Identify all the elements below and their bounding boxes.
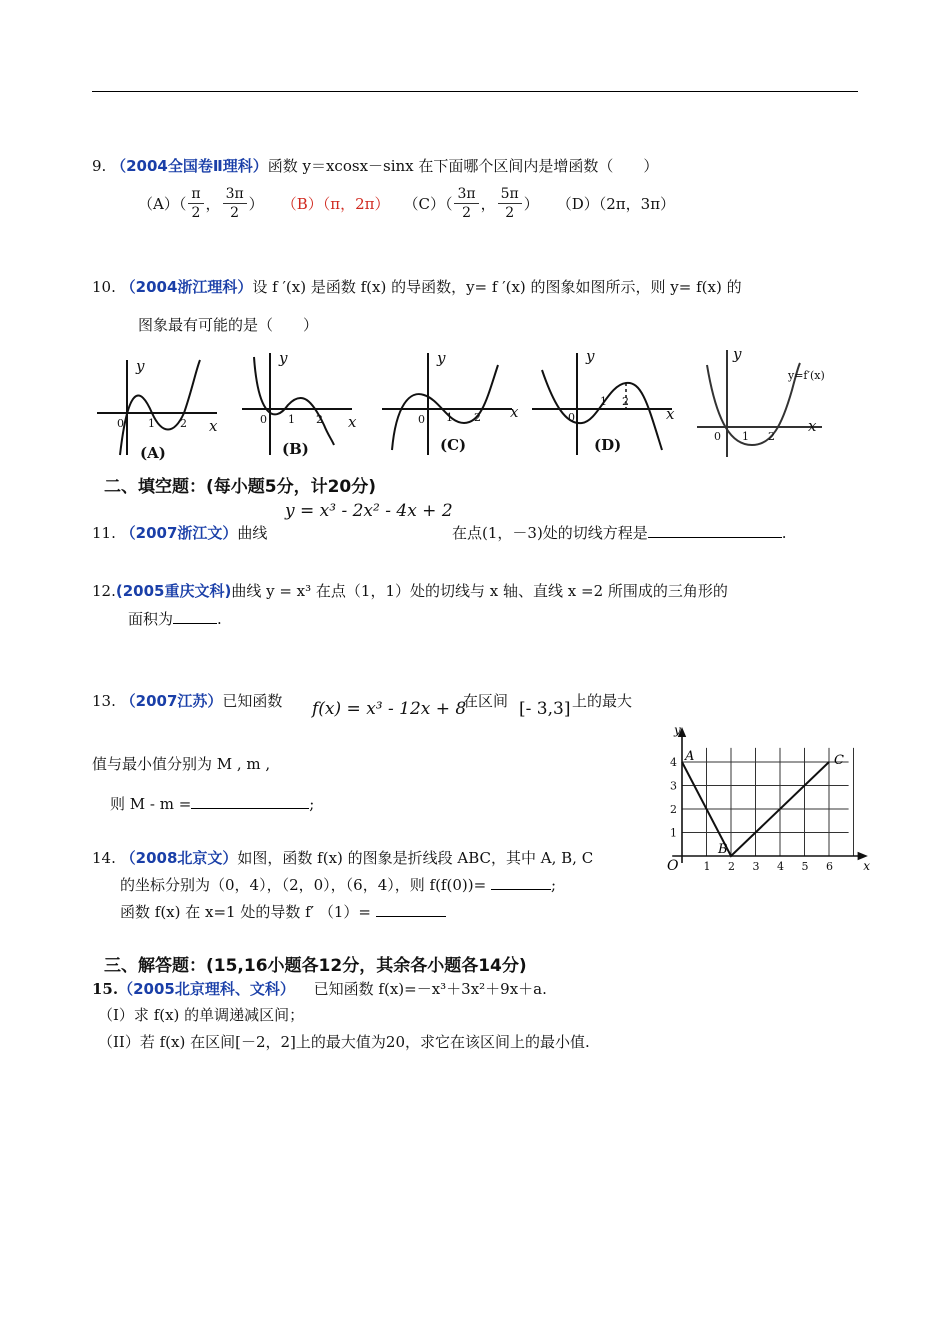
- q9-option-a-label: （A）（: [138, 195, 187, 213]
- q14-source: （2008北京文）: [120, 849, 238, 867]
- q15-source: （2005北京理科、文科）: [118, 980, 295, 998]
- tick-label: 2: [768, 430, 775, 443]
- answer-blank[interactable]: [491, 875, 551, 890]
- question-10: [92, 276, 742, 297]
- q10-graphs: [92, 345, 842, 465]
- question-9: [92, 155, 658, 176]
- q15-part2: （II）若 f(x) 在区间[－2，2]上的最大值为20，求它在该区间上的最小值.: [98, 1033, 590, 1051]
- y-axis-label: y: [674, 722, 681, 737]
- q12-text: 曲线 y = x³ 在点（1，1）处的切线与 x 轴、直线 x =2 所围成的三角形的: [231, 582, 728, 600]
- origin-label: 0: [418, 413, 425, 426]
- q9-option-d: （D）（2π，3π）: [556, 195, 676, 213]
- point-a-label: A: [685, 749, 695, 764]
- q13-line3: 则 M - m = ;: [110, 795, 315, 813]
- graph-label-c: (C): [440, 436, 467, 454]
- x-tick-label: 3: [752, 860, 760, 873]
- section-2-heading: 二、填空题：(每小题5分，计20分): [104, 477, 377, 497]
- axis-y-label: y: [586, 347, 595, 365]
- q11-number: 11.: [92, 524, 116, 542]
- q13-line2: 值与最小值分别为 M , m ,: [92, 755, 271, 773]
- x-tick-label: 6: [826, 860, 833, 873]
- axis-y-label: y: [279, 349, 288, 367]
- point-c-label: C: [834, 753, 844, 768]
- answer-blank[interactable]: [191, 794, 309, 809]
- axis-y-label: y: [733, 345, 742, 363]
- q12-line2: 面积为 .: [128, 610, 222, 628]
- fraction: $\frac{\pi}{2}$: [188, 185, 203, 222]
- tick-label: 2: [316, 413, 323, 426]
- section-3-heading: 三、解答题：(15,16小题各12分，其余各小题各14分): [104, 956, 527, 976]
- tick-label: 1: [288, 413, 295, 426]
- given-graph-label: y=f′(x): [788, 369, 825, 382]
- answer-blank[interactable]: [376, 902, 446, 917]
- tick-label: 2: [474, 411, 481, 424]
- axis-x-label: x: [808, 417, 817, 435]
- answer-blank[interactable]: [648, 523, 782, 538]
- question-11: [92, 522, 267, 543]
- fraction: $\frac{5\pi}{2}$: [498, 185, 522, 222]
- q10-source: （2004浙江理科）: [120, 278, 253, 296]
- y-tick-label: 1: [670, 826, 677, 840]
- x-tick-label: 2: [728, 860, 735, 873]
- question-14: [92, 847, 593, 868]
- q14-line2: 的坐标分别为（0，4），（2，0），（6，4），则 f(f(0))= ;: [120, 876, 556, 894]
- q13-formula: f(x) = x³ - 12x + 8: [312, 699, 467, 719]
- origin-label: 0: [568, 411, 575, 424]
- axis-x-label: x: [510, 403, 519, 421]
- y-tick-label: 4: [670, 756, 677, 769]
- x-tick-label: 5: [801, 860, 809, 873]
- tick-label: 1: [742, 430, 749, 443]
- q9-options: [138, 185, 675, 222]
- q13-post: 上的最大: [572, 692, 633, 710]
- axis-x-label: x: [348, 413, 357, 431]
- x-axis-label: x: [863, 859, 871, 873]
- q15-stem: 已知函数 f(x)=－x³＋3x²＋9x＋a.: [313, 980, 547, 998]
- q10-stem: 设 f ′(x) 是函数 f(x) 的导函数，y= f ′(x) 的图象如图所示，则 y= f(x) 的: [252, 278, 742, 296]
- q10-stem-line2: 图象最有可能的是（ ）: [138, 316, 319, 334]
- origin-label: 0: [117, 417, 124, 430]
- q15-part1: （I）求 f(x) 的单调递减区间；: [98, 1006, 305, 1024]
- axis-x-label: x: [209, 417, 218, 435]
- tick-label: 1: [600, 395, 607, 408]
- q9-stem: 函数 y＝xcosx－sinx 在下面哪个区间内是增函数（ ）: [267, 157, 659, 175]
- q13-number: 13.: [92, 692, 116, 710]
- x-tick-label: 1: [703, 860, 711, 873]
- y-tick-label: 2: [670, 803, 677, 816]
- q13-interval: [- 3,3]: [519, 699, 571, 719]
- question-13: [92, 690, 282, 711]
- question-12: [92, 580, 728, 601]
- tick-label: 1: [446, 411, 453, 424]
- answer-blank[interactable]: [173, 609, 217, 624]
- graph-label-b: (B): [282, 440, 309, 458]
- origin-label: O: [667, 858, 679, 874]
- header-rule: [92, 91, 858, 92]
- q14-line3: 函数 f(x) 在 x=1 处的导数 f′ （1）=: [120, 901, 446, 922]
- origin-label: 0: [260, 413, 267, 426]
- q14-line1: 如图，函数 f(x) 的图象是折线段 ABC，其中 A, B, C: [237, 849, 594, 867]
- q14-number: 14.: [92, 849, 116, 867]
- q12-source: (2005重庆文科): [115, 582, 232, 600]
- q13-source: （2007江苏）: [120, 692, 223, 710]
- question-15: [92, 978, 547, 999]
- q11-pre: 曲线: [237, 524, 268, 542]
- q11-post: 在点(1，－3)处的切线方程是 .: [452, 524, 787, 542]
- q13-mid: 在区间: [463, 692, 509, 710]
- graph-a: [97, 360, 217, 455]
- q12-number: 12.: [92, 582, 116, 600]
- q9-source: （2004全国卷Ⅱ理科）: [111, 157, 268, 175]
- q14-graph: [662, 722, 871, 876]
- axes: [672, 729, 866, 863]
- axis-x-label: x: [666, 405, 675, 423]
- graph-label-a: (A): [140, 444, 166, 462]
- q10-number: 10.: [92, 278, 116, 296]
- origin-label: 0: [714, 430, 721, 443]
- q13-pre: 已知函数: [222, 692, 283, 710]
- x-tick-label: 4: [777, 860, 784, 873]
- q15-number: 15.: [92, 980, 119, 998]
- point-b-label: B: [718, 842, 728, 857]
- q11-source: （2007浙江文）: [120, 524, 238, 542]
- q9-option-a: （A）（ $\frac{\pi}{2}$ ， $\frac{3\pi}{2}$ ）: [138, 186, 264, 221]
- q9-option-b: （B）（π，2π）: [281, 195, 390, 213]
- graph-label-d: (D): [594, 436, 622, 454]
- q9-number: 9.: [92, 157, 107, 175]
- tick-label: 1: [148, 417, 155, 430]
- axis-y-label: y: [136, 357, 145, 375]
- fraction: $\frac{3\pi}{2}$: [454, 185, 478, 222]
- tick-label: 2: [180, 417, 187, 430]
- q9-option-c: （C）（ $\frac{3\pi}{2}$ ， $\frac{5\pi}{2}$ ）: [403, 186, 539, 221]
- tick-label: 2: [622, 395, 629, 408]
- axis-y-label: y: [437, 349, 446, 367]
- y-tick-label: 3: [670, 779, 677, 793]
- fraction: $\frac{3\pi}{2}$: [223, 185, 247, 222]
- q11-formula: y = x³ - 2x² - 4x + 2: [285, 501, 453, 521]
